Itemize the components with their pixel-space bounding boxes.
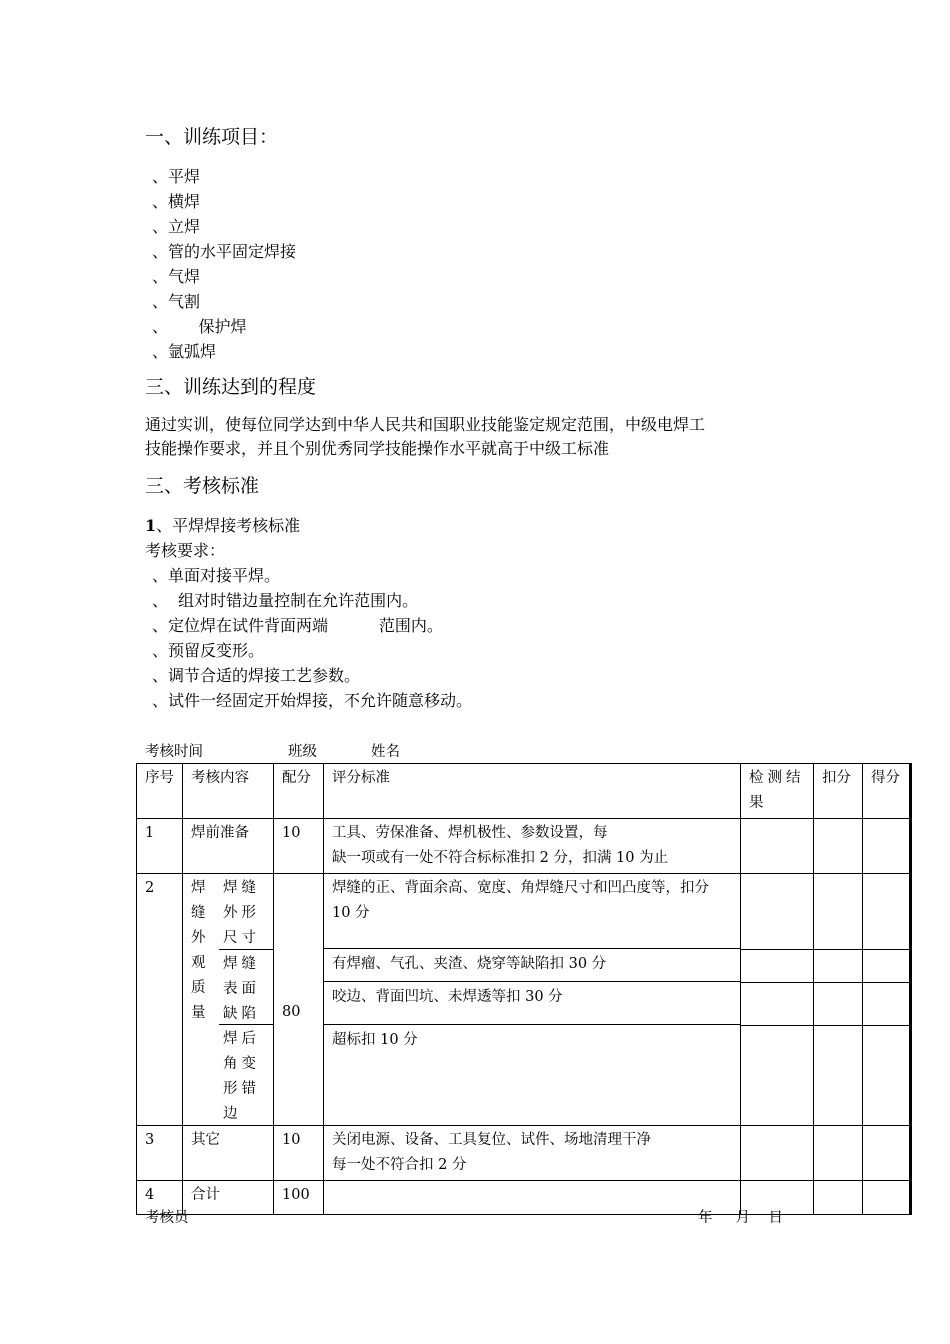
level-paragraph — [145, 413, 825, 461]
deduct-cell[interactable] — [814, 1181, 863, 1215]
table-row — [137, 1126, 911, 1181]
list-item: 、定位焊在试件背面两端 范围内。 — [152, 616, 443, 635]
examiner-label: 考核员 — [145, 1210, 189, 1226]
list-item: 、管的水平固定焊接 — [152, 242, 297, 261]
result-cell[interactable] — [741, 819, 814, 874]
list-item: 、单面对接平焊。 — [152, 566, 281, 585]
row-criteria-group — [324, 874, 741, 1126]
header-criteria: 评分标准 — [324, 764, 741, 819]
sub-item-1 — [219, 874, 274, 950]
standard-heading: 三、考核标准 — [145, 475, 260, 497]
list-item: 、平焊 — [152, 167, 201, 186]
row-content: 合计 — [183, 1181, 274, 1215]
list-item: 、试件一经固定开始焊接，不允许随意移动。 — [152, 691, 473, 710]
criteria-line: 关闭电源、设备、工具复位、试件、场地清理干净 — [332, 1132, 651, 1148]
exam-time-label: 考核时间 — [145, 744, 203, 760]
score-cell[interactable] — [863, 819, 911, 874]
row-points: 10 — [274, 819, 324, 874]
training-items-heading: 一、训练项目： — [145, 126, 279, 148]
row-criteria — [324, 1126, 741, 1181]
row-no: 3 — [137, 1126, 183, 1181]
score-cell[interactable] — [863, 874, 911, 1126]
sub-item-2 — [219, 950, 274, 1025]
requirements-label: 考核要求： — [145, 541, 226, 560]
score-cell[interactable] — [863, 1126, 911, 1181]
table-row — [137, 819, 911, 874]
table-row — [137, 1181, 911, 1215]
scoring-table — [136, 763, 912, 1215]
table-header-row — [137, 764, 911, 819]
result-cell[interactable] — [741, 1126, 814, 1181]
row-content: 焊前准备 — [183, 819, 274, 874]
sub-item-label: 焊后角变形错边 — [223, 1031, 260, 1122]
criteria-sub-2b: 咬边、背面凹坑、未焊透等扣 30 分 — [324, 983, 740, 1025]
list-item: 、横焊 — [152, 192, 201, 211]
list-item: 、预留反变形。 — [152, 641, 265, 660]
date-label: 年 月 日 — [698, 1210, 783, 1226]
sub-item-label: 焊缝外形尺寸 — [223, 880, 260, 946]
row-content-group — [183, 874, 274, 1126]
list-item: 、调节合适的焊接工艺参数。 — [152, 666, 361, 685]
header-content: 考核内容 — [183, 764, 274, 819]
result-cell[interactable] — [741, 874, 814, 1126]
header-deduct: 扣分 — [814, 764, 863, 819]
sub-heading-number: 1 — [145, 516, 157, 535]
score-cell[interactable] — [863, 1181, 911, 1215]
row-points: 100 — [274, 1181, 324, 1215]
list-item: 、氩弧焊 — [152, 342, 217, 361]
table-row — [137, 874, 911, 1126]
row-content: 其它 — [183, 1126, 274, 1181]
sub-item-3 — [219, 1025, 274, 1126]
row-no: 2 — [137, 874, 183, 1126]
deduct-cell[interactable] — [814, 819, 863, 874]
name-label: 姓名 — [371, 744, 400, 760]
list-item: 、气焊 — [152, 267, 201, 286]
list-item: 、 保护焊 — [152, 317, 247, 336]
row-no: 4 — [137, 1181, 183, 1215]
criteria-sub-3: 超标扣 10 分 — [332, 1032, 418, 1048]
list-item: 、 组对时错边量控制在允许范围内。 — [152, 591, 419, 610]
criteria-line: 工具、劳保准备、焊机极性、参数设置，每 — [332, 825, 608, 841]
sub-heading-text: 、平焊焊接考核标准 — [156, 516, 301, 535]
level-heading: 三、训练达到的程度 — [145, 376, 317, 398]
sub-item-label: 焊缝表面缺陷 — [223, 956, 260, 1022]
deduct-cell[interactable] — [814, 1126, 863, 1181]
row-criteria — [324, 819, 741, 874]
list-item: 、气割 — [152, 292, 201, 311]
deduct-cell[interactable] — [814, 874, 863, 1126]
level-text-line: 技能操作要求，并且个别优秀同学技能操作水平就高于中级工标准 — [145, 439, 610, 458]
header-result: 检测结果 — [741, 764, 814, 819]
group-label: 焊缝外观质量 — [191, 880, 210, 1021]
criteria-line: 每一处不符合扣 2 分 — [332, 1157, 467, 1173]
criteria-line: 缺一项或有一处不符合标标准扣 2 分，扣满 10 为止 — [332, 850, 669, 866]
class-label: 班级 — [288, 744, 317, 760]
header-no: 序号 — [137, 764, 183, 819]
header-score: 得分 — [863, 764, 911, 819]
list-item: 、立焊 — [152, 217, 201, 236]
row-points: 10 — [274, 1126, 324, 1181]
level-text-line: 通过实训，使每位同学达到中华人民共和国职业技能鉴定规定范围，中级电焊工 — [145, 415, 706, 434]
row-criteria — [324, 1181, 741, 1215]
sub-heading — [145, 513, 300, 536]
row-points: 80 — [274, 874, 324, 1126]
criteria-sub-1: 焊缝的正、背面余高、宽度、角焊缝尺寸和凹凸度等，扣分 10 分 — [324, 874, 740, 949]
header-points: 配分 — [274, 764, 324, 819]
criteria-sub-2a: 有焊瘤、气孔、夹渣、烧穿等缺陷扣 30 分 — [324, 950, 740, 982]
row-no: 1 — [137, 819, 183, 874]
